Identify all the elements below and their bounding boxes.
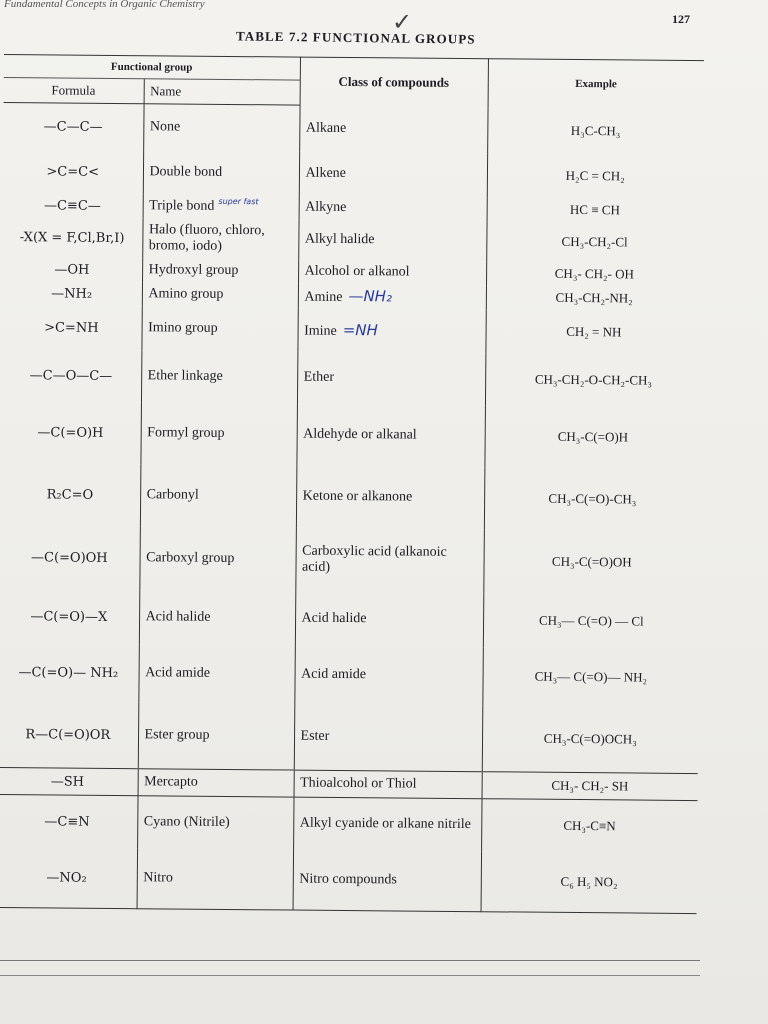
- table-row: [0, 701, 698, 774]
- example-cell: [483, 593, 699, 649]
- class-cell: [297, 352, 485, 406]
- example-cell-text: CH₃-CH₂-O-CH₂-CH₃: [534, 371, 653, 388]
- example-cell: [486, 261, 702, 287]
- formula-cell-text: R₂C=O: [46, 486, 94, 503]
- example-cell-text: CH₃— C(=O) — Cl: [538, 612, 644, 629]
- example-cell-text: H₂C = CH₂: [565, 167, 625, 184]
- name-cell-text: Triple bond: [149, 198, 215, 214]
- example-cell-text: CH₃- CH₂- OH: [554, 265, 634, 282]
- table-row: [0, 525, 700, 595]
- example-cell-text: CH₃-C(=O)H: [557, 428, 629, 445]
- formula-cell: [0, 401, 141, 464]
- name-cell-text: Cyano (Nitrile): [143, 814, 230, 830]
- name-cell: [142, 282, 298, 307]
- header-class: Class of compounds: [300, 57, 488, 107]
- formula-cell-text: —NO₂: [46, 869, 87, 886]
- class-cell-text: Alkyne: [305, 199, 347, 215]
- example-cell: [485, 309, 701, 355]
- class-cell: [299, 152, 487, 198]
- example-cell: [484, 405, 701, 469]
- table-title: TABLE 7.2 FUNCTIONAL GROUPS: [235, 28, 476, 47]
- page-number: 127: [672, 12, 690, 26]
- formula-cell-text: —SH: [50, 773, 85, 790]
- formula-cell-text: >C=C<: [46, 163, 100, 180]
- class-cell: [294, 646, 482, 706]
- name-cell: [143, 194, 299, 219]
- formula-cell-text: —C≡N: [44, 813, 90, 830]
- name-cell-text: Nitro: [143, 870, 173, 886]
- name-cell: [143, 150, 299, 195]
- class-cell: [299, 105, 487, 153]
- example-cell: [486, 285, 702, 311]
- example-cell: [484, 467, 701, 531]
- table-row: [0, 463, 700, 531]
- class-cell-text: Ketone or alkanone: [302, 488, 413, 505]
- class-cell-text: Ether: [303, 369, 335, 385]
- example-cell-text: CH₃-CH₂-Cl: [561, 233, 628, 250]
- header-name: Name: [144, 79, 300, 105]
- class-cell-text: Alkane: [305, 120, 347, 136]
- formula-cell: [3, 102, 143, 150]
- formula-cell: [0, 701, 138, 769]
- name-cell: [140, 402, 297, 465]
- class-cell: [298, 220, 486, 262]
- formula-cell-text: —C(=O)—X: [30, 608, 108, 625]
- class-cell-text: Carboxylic acid (alkanoic acid): [301, 543, 447, 575]
- formula-cell-text: —NH₂: [51, 285, 93, 302]
- class-cell-text: Thioalcohol or Thiol: [300, 775, 417, 792]
- example-cell: [487, 153, 703, 199]
- name-cell-text: Halo (fluoro, chloro, bromo, iodo): [148, 222, 265, 254]
- formula-cell: [0, 463, 140, 526]
- class-cell-text: Alkyl halide: [304, 231, 375, 248]
- header-functional-group: Functional group: [4, 54, 300, 80]
- class-cell-text: Ester: [300, 728, 330, 744]
- formula-cell-text: >C=NH: [44, 319, 99, 336]
- name-cell-text: Imino group: [148, 320, 218, 336]
- formula-cell: [3, 193, 143, 218]
- formula-cell: [2, 281, 142, 306]
- class-cell: [296, 466, 485, 530]
- formula-cell: [0, 643, 139, 702]
- table-row: [0, 794, 698, 853]
- table-row: [0, 643, 699, 707]
- example-cell: [482, 772, 698, 801]
- table-row: [3, 102, 703, 155]
- formula-cell-text: -X(X = F,Cl,Br,I): [19, 229, 125, 246]
- handwritten-triple-note: super fast: [218, 196, 259, 207]
- name-cell: [137, 796, 293, 850]
- formula-cell-text: —C(=O)— NH₂: [18, 664, 119, 681]
- example-cell: [487, 197, 703, 223]
- name-cell: [141, 306, 297, 351]
- bottom-rule-secondary: [0, 975, 700, 976]
- example-cell-text: C₆ H₅ NO₂: [560, 873, 618, 890]
- class-cell: [294, 704, 483, 772]
- name-cell-text: Amino group: [148, 286, 224, 302]
- class-cell-text: Acid amide: [301, 666, 367, 683]
- formula-cell: [1, 349, 141, 402]
- class-cell-text: Alcohol or alkanol: [304, 263, 410, 280]
- name-cell-text: Formyl group: [147, 425, 225, 441]
- class-cell-text: Nitro compounds: [299, 871, 397, 888]
- example-cell-text: HC ≡ CH: [569, 201, 620, 218]
- formula-cell-text: —C≡C—: [43, 197, 101, 214]
- name-cell: [138, 769, 294, 797]
- example-cell-text: CH₃-C≡N: [563, 817, 616, 834]
- class-cell-text: Aldehyde or alkanal: [303, 426, 417, 443]
- name-cell: [138, 702, 295, 770]
- handwritten-imine-note: =NH: [342, 320, 378, 339]
- checkmark-icon: ✓: [392, 8, 413, 36]
- formula-cell-text: —C—O—C—: [29, 367, 113, 384]
- name-cell-text: Hydroxyl group: [148, 262, 239, 279]
- example-cell: [482, 705, 699, 773]
- name-cell: [142, 258, 298, 283]
- example-cell: [482, 647, 698, 707]
- class-cell-text: Alkyl cyanide or alkane nitrile: [299, 815, 471, 833]
- example-cell-text: CH₃-C(=O)OH: [551, 553, 632, 570]
- formula-cell: [1, 305, 141, 350]
- formula-cell: [2, 217, 142, 258]
- class-cell-text: Imine: [304, 323, 337, 339]
- example-cell-text: CH₃- CH₂- SH: [551, 777, 629, 794]
- table-row: [1, 305, 701, 355]
- class-cell: [299, 196, 487, 222]
- example-cell: [481, 851, 698, 913]
- name-cell-text: Acid halide: [145, 609, 211, 625]
- example-cell: [486, 221, 702, 263]
- class-cell: [295, 592, 483, 648]
- name-cell: [142, 218, 298, 259]
- formula-cell: [0, 847, 137, 909]
- class-cell: [293, 797, 481, 851]
- header-formula: Formula: [4, 77, 144, 103]
- formula-cell: [0, 794, 138, 848]
- formula-cell-text: —C(=O)OH: [30, 549, 108, 566]
- class-cell: [294, 770, 482, 799]
- formula-cell-text: R—C(=O)OR: [25, 726, 111, 743]
- name-cell-text: Ether linkage: [147, 368, 223, 384]
- example-cell: [485, 353, 701, 407]
- name-cell-text: Acid amide: [145, 665, 211, 681]
- name-cell-text: Ester group: [144, 727, 210, 743]
- name-cell-text: Mercapto: [144, 774, 198, 790]
- name-cell-text: Carboxyl group: [146, 550, 235, 567]
- formula-cell: [0, 525, 140, 590]
- name-cell: [137, 848, 294, 910]
- class-cell-text: Amine: [304, 289, 343, 305]
- functional-groups-table: [0, 54, 704, 914]
- header-example: Example: [488, 59, 704, 109]
- table-row: [0, 847, 697, 914]
- name-cell: [140, 464, 297, 527]
- name-cell-text: Carbonyl: [146, 487, 199, 503]
- class-cell: [298, 284, 486, 310]
- class-cell: [298, 260, 486, 286]
- example-cell-text: CH₃-C(=O)OCH₃: [543, 730, 637, 747]
- class-cell-text: Acid halide: [301, 610, 367, 627]
- name-cell-text: None: [149, 119, 181, 135]
- table-row: [0, 589, 699, 649]
- handwritten-amine-note: —NH₂: [348, 286, 393, 305]
- formula-cell: [0, 589, 139, 644]
- table-row: [0, 401, 701, 469]
- name-cell: [138, 644, 295, 703]
- example-cell: [487, 107, 703, 155]
- table-row: [1, 349, 701, 407]
- name-cell: [141, 350, 297, 403]
- example-cell-text: CH₃-C(=O)-CH₃: [548, 490, 637, 507]
- formula-cell-text: —C(=O)H: [37, 424, 104, 441]
- table-row: [2, 217, 702, 263]
- example-cell-text: CH₃— C(=O)— NH₂: [534, 668, 648, 685]
- name-cell: [143, 104, 299, 152]
- class-cell: [296, 404, 485, 468]
- name-cell: [139, 590, 295, 645]
- formula-cell-text: —C—C—: [43, 118, 103, 135]
- example-cell-text: CH₃-CH₂-NH₂: [555, 289, 633, 306]
- example-cell: [481, 799, 697, 853]
- class-cell-text: Alkene: [305, 165, 346, 181]
- formula-cell: [0, 767, 138, 795]
- formula-cell: [2, 257, 142, 282]
- class-cell: [295, 528, 484, 594]
- bottom-rule: [0, 960, 700, 961]
- example-cell-text: CH₂ = NH: [566, 323, 622, 340]
- table-row: [3, 149, 703, 199]
- name-cell-text: Double bond: [149, 164, 223, 180]
- formula-cell: [3, 149, 143, 194]
- example-cell: [483, 529, 700, 595]
- name-cell: [139, 526, 296, 591]
- formula-cell-text: —OH: [54, 261, 90, 278]
- class-cell: [297, 308, 485, 354]
- class-cell: [293, 850, 482, 912]
- running-head: Fundamental Concepts in Organic Chemistry: [4, 0, 205, 10]
- example-cell-text: H₃C-CH₃: [570, 122, 621, 139]
